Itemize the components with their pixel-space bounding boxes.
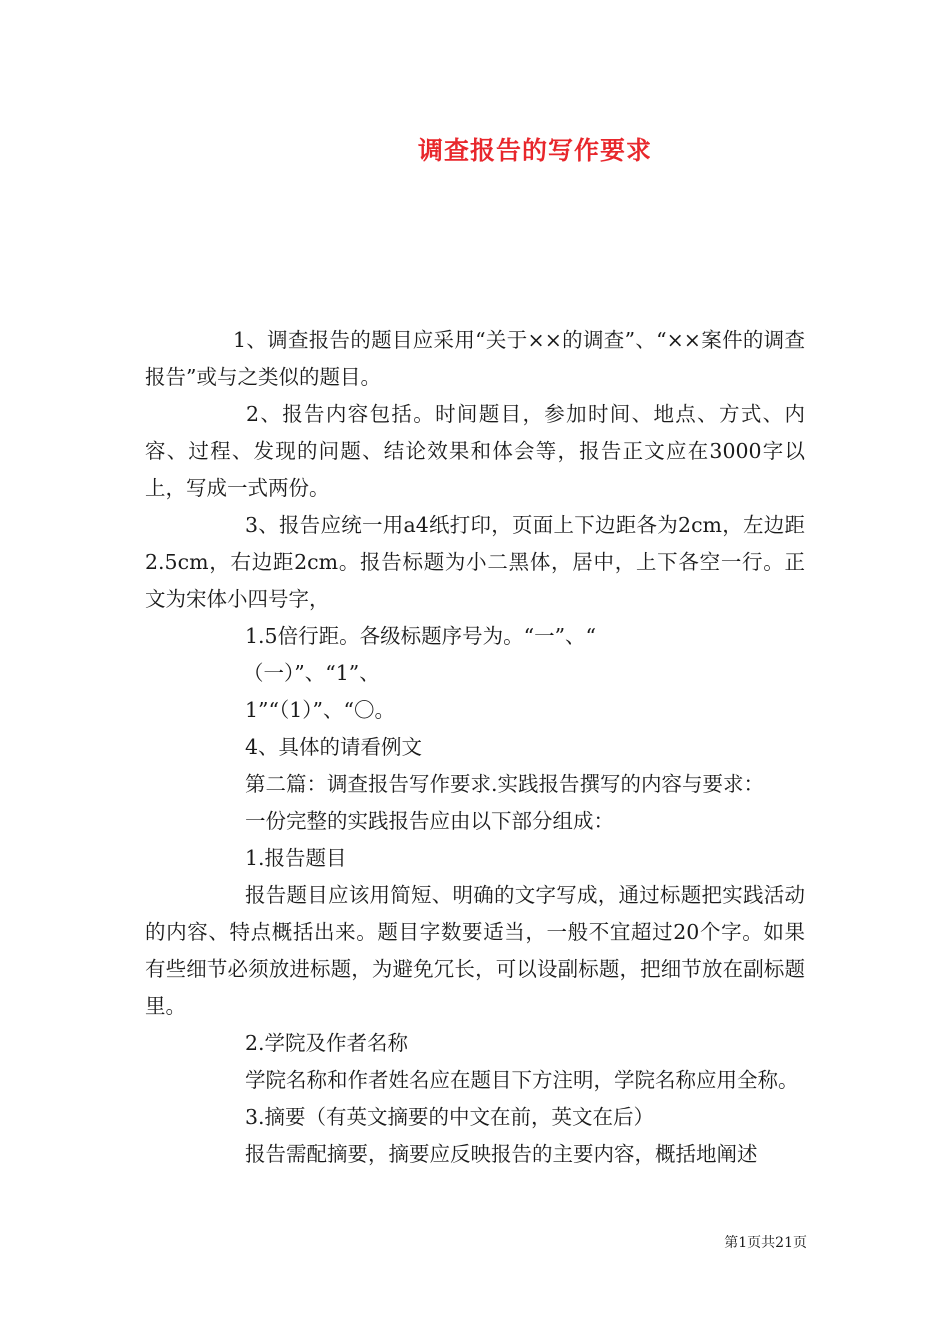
section-heading-abstract: 3.摘要（有英文摘要的中文在前，英文在后） [245,1105,655,1129]
paragraph-9: 一份完整的实践报告应由以下部分组成： [245,809,614,833]
paragraph-2: 2、报告内容包括。时间题目，参加时间、地点、方式、内容、过程、发现的问题、结论效果和体会等，报告正文应在3000字以上，写成一式两份。 [145,402,805,500]
page-title: 调查报告的写作要求 [417,136,652,165]
paragraph-6: 1”“（1）”、“〇。 [245,698,396,722]
page-footer: 第1页共21页 [724,1235,807,1251]
paragraph-1: 1、调查报告的题目应采用“关于××的调查”、“××案件的调查报告”或与之类似的题目。 [145,328,805,389]
paragraph-7: 4、具体的请看例文 [245,735,423,759]
paragraph-8: 第二篇：调查报告写作要求.实践报告撰写的内容与要求： [245,772,765,796]
document-body [145,322,805,1173]
paragraph-5: （一）”、“1”、 [243,661,380,685]
section-heading-college-author: 2.学院及作者名称 [245,1031,409,1055]
paragraph-4: 1.5倍行距。各级标题序号为。“一”、“ [245,624,597,648]
section-heading-report-title: 1.报告题目 [245,846,347,870]
paragraph-3: 3、报告应统一用a4纸打印，页面上下边距各为2cm，左边距2.5cm，右边距2cm。报告标题为小二黑体，居中，上下各空一行。正文为宋体小四号字， [145,513,805,611]
paragraph-13: 学院名称和作者姓名应在题目下方注明，学院名称应用全称。 [245,1068,799,1092]
paragraph-11: 报告题目应该用简短、明确的文字写成，通过标题把实践活动的内容、特点概括出来。题目字数要适当，一般不宜超过20个字。如果有些细节必须放进标题，为避免冗长，可以设副标题，把细节放在副标题里。 [145,883,805,1018]
paragraph-15: 报告需配摘要，摘要应反映报告的主要内容，概括地阐述 [245,1142,758,1166]
